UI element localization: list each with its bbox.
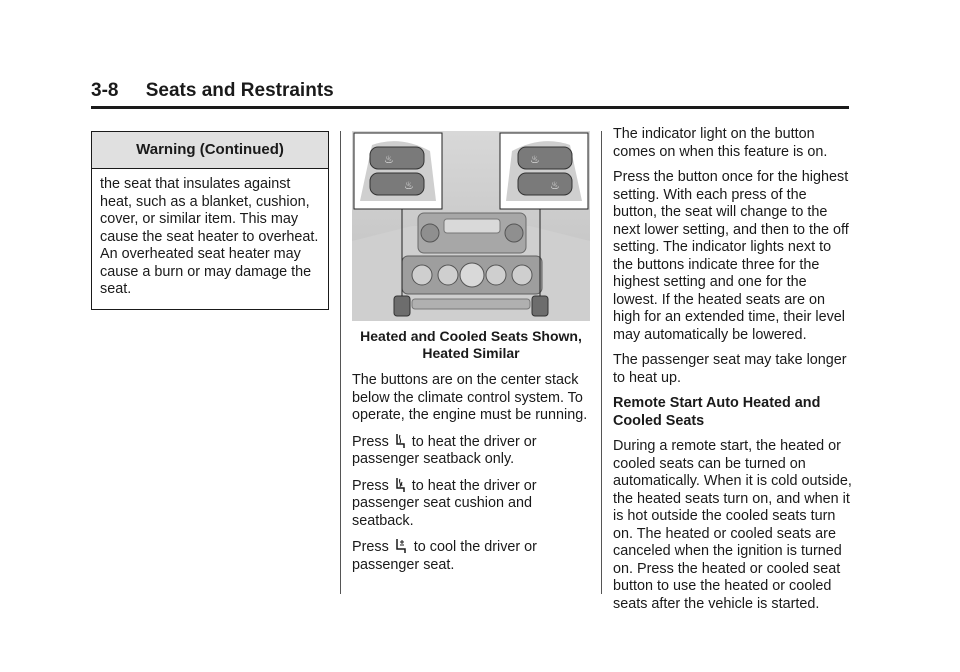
svg-text:♨: ♨ [530, 153, 540, 166]
svg-text:♨: ♨ [384, 153, 394, 166]
press-seat-heat [352, 477, 590, 531]
paragraph: The indicator light on the button comes on when this feature is on. [613, 126, 828, 160]
page-header [91, 80, 849, 109]
press-text: to heat the driver or passenger seat cushion and seatback. [352, 477, 537, 529]
page-number: 3-8 [91, 80, 119, 101]
figure-caption [352, 328, 590, 362]
column-divider [601, 131, 602, 594]
paragraph: Press the button once for the highest setting. With each press of the button, the seat will change to the next lower setting, and then to the off setting. The indicator lights next to the buttons indicate three for the highest setting and one for the lowest. If the heated seats are on high for an extended time, their level may automatically be lowered. [613, 169, 849, 343]
press-label: Press [352, 539, 389, 555]
column-divider [340, 131, 341, 594]
warning-heading: Warning (Continued) [92, 132, 328, 169]
heated-seatback-icon [395, 433, 406, 449]
press-seat-cool [352, 538, 590, 574]
seat-controls-photo [352, 131, 590, 321]
svg-text:♨: ♨ [404, 179, 414, 192]
subheading: Remote Start Auto Heated and Cooled Seats [613, 395, 821, 429]
column-left [91, 131, 330, 310]
caption-line: Heated and Cooled Seats Shown, [360, 328, 582, 344]
warning-text: the seat that insulates against heat, such as a blanket, cushion, cover, or similar item. This may cause the seat heater to overheat. An overheated seat heater may cause a burn or may damage the seat. [100, 176, 319, 297]
press-seatback-heat [352, 433, 590, 469]
section-title: Seats and Restraints [145, 80, 334, 101]
warning-box [91, 131, 329, 310]
caption-line: Heated Similar [422, 345, 520, 361]
heated-seat-icon [395, 477, 406, 493]
column-middle [352, 131, 590, 582]
cooled-seat-icon [395, 538, 408, 554]
column-right [613, 126, 853, 621]
press-label: Press [352, 477, 389, 494]
paragraph: During a remote start, the heated or cooled seats can be turned on automatically. When it is cold outside, the heated seats turn on, and when it is hot outside the cooled seats turn on. The heated or cooled seats are canceled when the ignition is turned on. Press the heated or cooled seat button to use the heated or cooled seats after the vehicle is started. [613, 438, 852, 612]
svg-text:♨: ♨ [550, 179, 560, 192]
press-text: to heat the driver or passenger seatback only. [352, 433, 537, 467]
press-label: Press [352, 433, 389, 450]
paragraph: The buttons are on the center stack below the climate control system. To operate, the engine must be running. [352, 372, 588, 423]
paragraph: The passenger seat may take longer to heat up. [613, 352, 847, 386]
press-text: to cool the driver or passenger seat. [352, 539, 537, 573]
